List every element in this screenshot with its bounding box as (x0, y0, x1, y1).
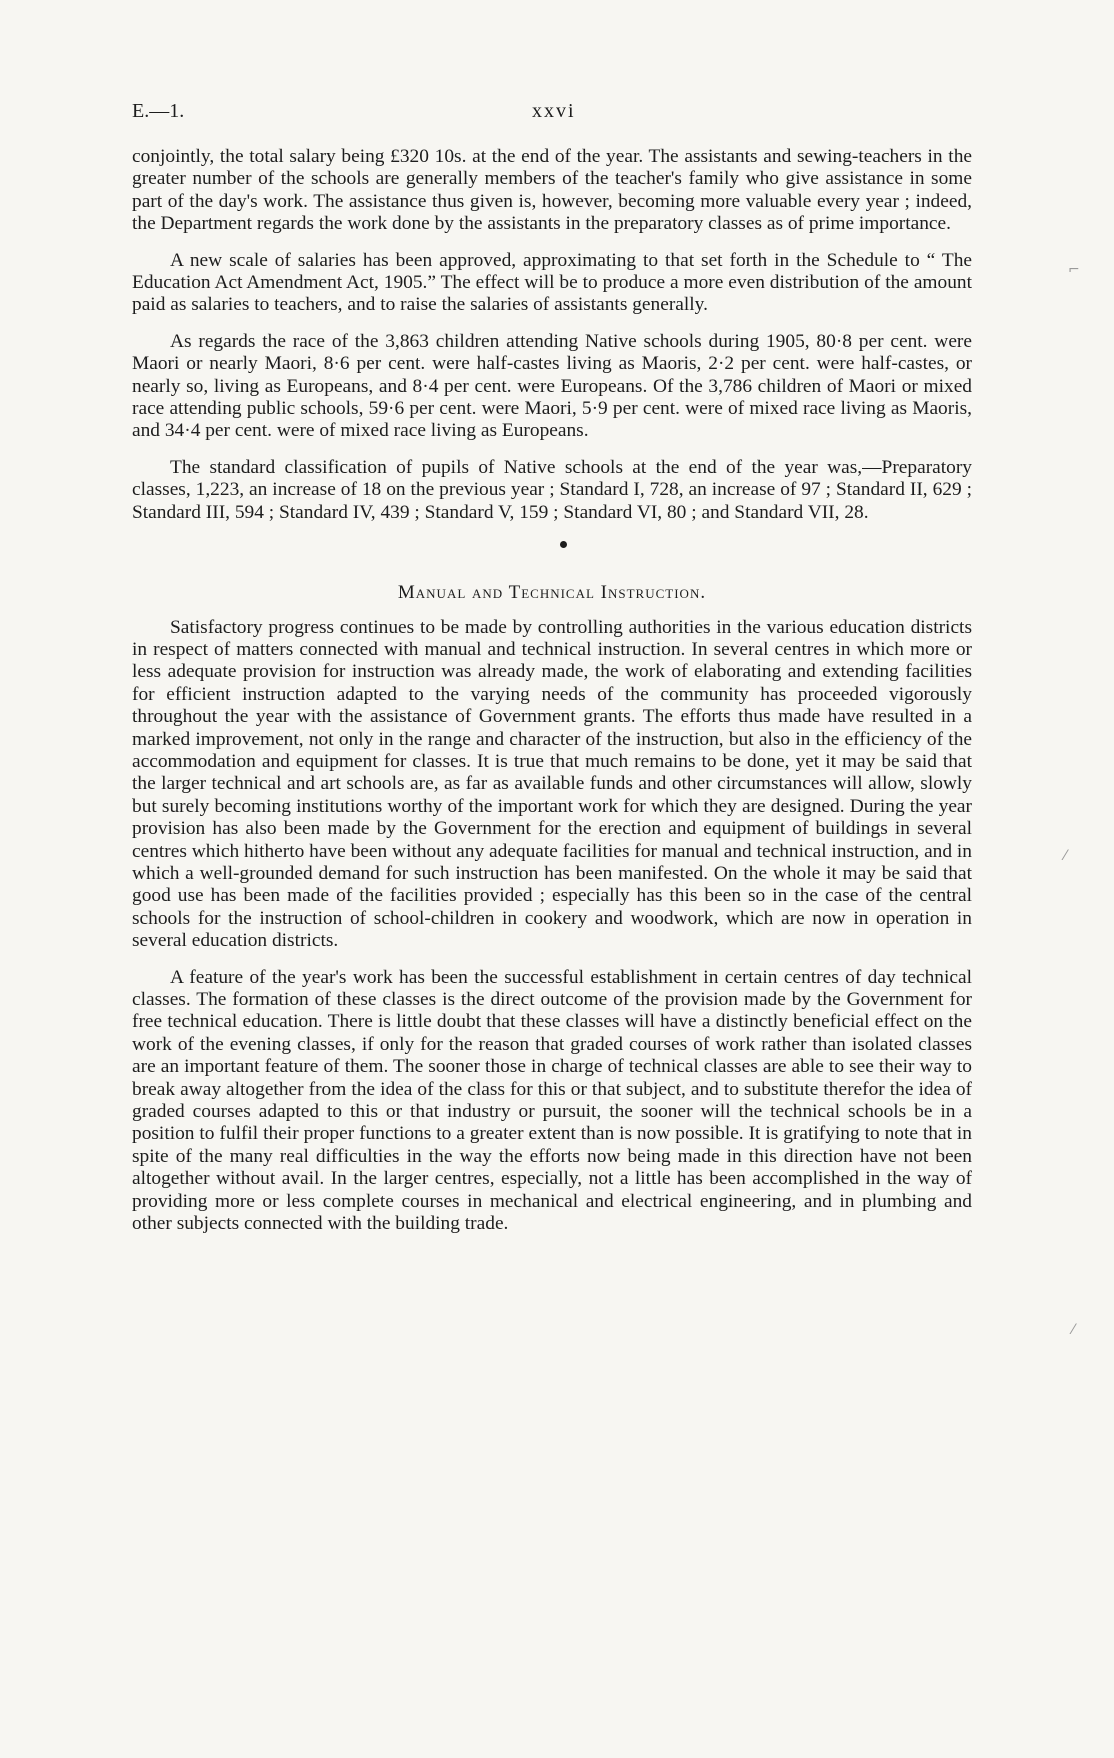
body-text (132, 146, 972, 1249)
paragraph-race: As regards the race of the 3,863 children attending Native schools during 1905, 80·8 per cent. were Maori or nearly Maori, 8·6 per cent. were half-castes living as Maoris, 2·2 per cent. were half-castes, or nearly so, living as Europeans, and 8·4 per cent. were Europeans. Of the 3,786 children of Maori or mixed race attending public schools, 59·6 per cent. were Maori, 5·9 per cent. were of mixed race living as Maoris, and 34·4 per cent. were of mixed race living as Europeans. (132, 330, 972, 442)
paragraph-manual-progress: Satisfactory progress continues to be made by controlling authorities in the various education districts in respect of matters connected with manual and technical instruction. In several centres in which more or less adequate provision for instruction was already made, the work of elaborating and extending facilities for efficient instruction adapted to the varying needs of the community has proceeded vigorously throughout the year with the assistance of Government grants. The efforts thus made have resulted in a marked improvement, not only in the range and character of the instruction, but also in the efficiency of the accommodation and equipment for classes. It is true that much remains to be done, yet it may be said that the larger technical and art schools are, as far as available funds and other circumstances will allow, slowly but surely becoming institutions worthy of the important work for which they are designed. During the year provision has also been made by the Government for the erection and equipment of buildings in several centres which hitherto have been without any adequate facilities for manual and technical instruction, and in which a well-grounded demand for such instruction has been manifested. On the whole it may be said that good use has been made of the facilities provided ; especially has this been so in the case of the central schools for the instruction of school-children in cookery and woodwork, which are now in operation in several education districts. (132, 616, 972, 952)
margin-mark: ⌐ (1068, 262, 1080, 278)
paragraph-day-classes: A feature of the year's work has been the successful establishment in certain centres of day technical classes. The formation of these classes is the direct outcome of the provision made by the Government for free technical education. There is little doubt that these classes will have a distinctly beneficial effect on the work of the evening classes, if only for the reason that graded courses of work rather than isolated classes are an important feature of them. The sooner those in charge of technical classes are able to see their way to break away altogether from the idea of the class for this or that subject, and to substitute therefor the idea of graded courses adapted to this or that industry or pursuit, the sooner will the technical schools be in a position to fulfil their proper functions to a greater extent than is now possible. It is gratifying to note that in spite of the many real difficulties in the way the efforts now being made in this direction have not been altogether without avail. In the larger centres, especially, not a little has been accomplished in the way of providing more or less complete courses in mechanical and electrical engineering, and in plumbing and other subjects connected with the building trade. (132, 966, 972, 1235)
margin-mark: ⁄ (1064, 848, 1067, 864)
page-number: xxvi (532, 100, 576, 122)
margin-mark: ⁄ (1072, 1322, 1075, 1338)
running-header (132, 100, 980, 128)
section-ornament (132, 538, 972, 552)
bullet-dot (560, 541, 567, 548)
section-heading: Manual and Technical Instruction. (397, 582, 707, 604)
paragraph-classification: The standard classification of pupils of Native schools at the end of the year was,—Preparatory classes, 1,223, an increase of 18 on the previous year ; Standard I, 728, an increase of 97 ; Standard II, 629 ; Standard III, 594 ; Standard IV, 439 ; Standard V, 159 ; Standard VI, 80 ; and Standard VII, 28. (132, 456, 972, 523)
document-reference: E.—1. (132, 100, 185, 122)
paragraph-salaries: A new scale of salaries has been approved, approximating to that set forth in the Schedule to “ The Education Act Amendment Act, 1905.” The effect will be to produce a more even distribution of the amount paid as salaries to teachers, and to raise the salaries of assistants generally. (132, 249, 972, 316)
paragraph-continuation: conjointly, the total salary being £320 10s. at the end of the year. The assistants and sewing-teachers in the greater number of the schools are generally members of the teacher's family who give assistance in some part of the day's work. The assistance thus given is, however, becoming more valuable every year ; indeed, the Department regards the work done by the assistants in the preparatory classes as of prime importance. (132, 146, 972, 235)
